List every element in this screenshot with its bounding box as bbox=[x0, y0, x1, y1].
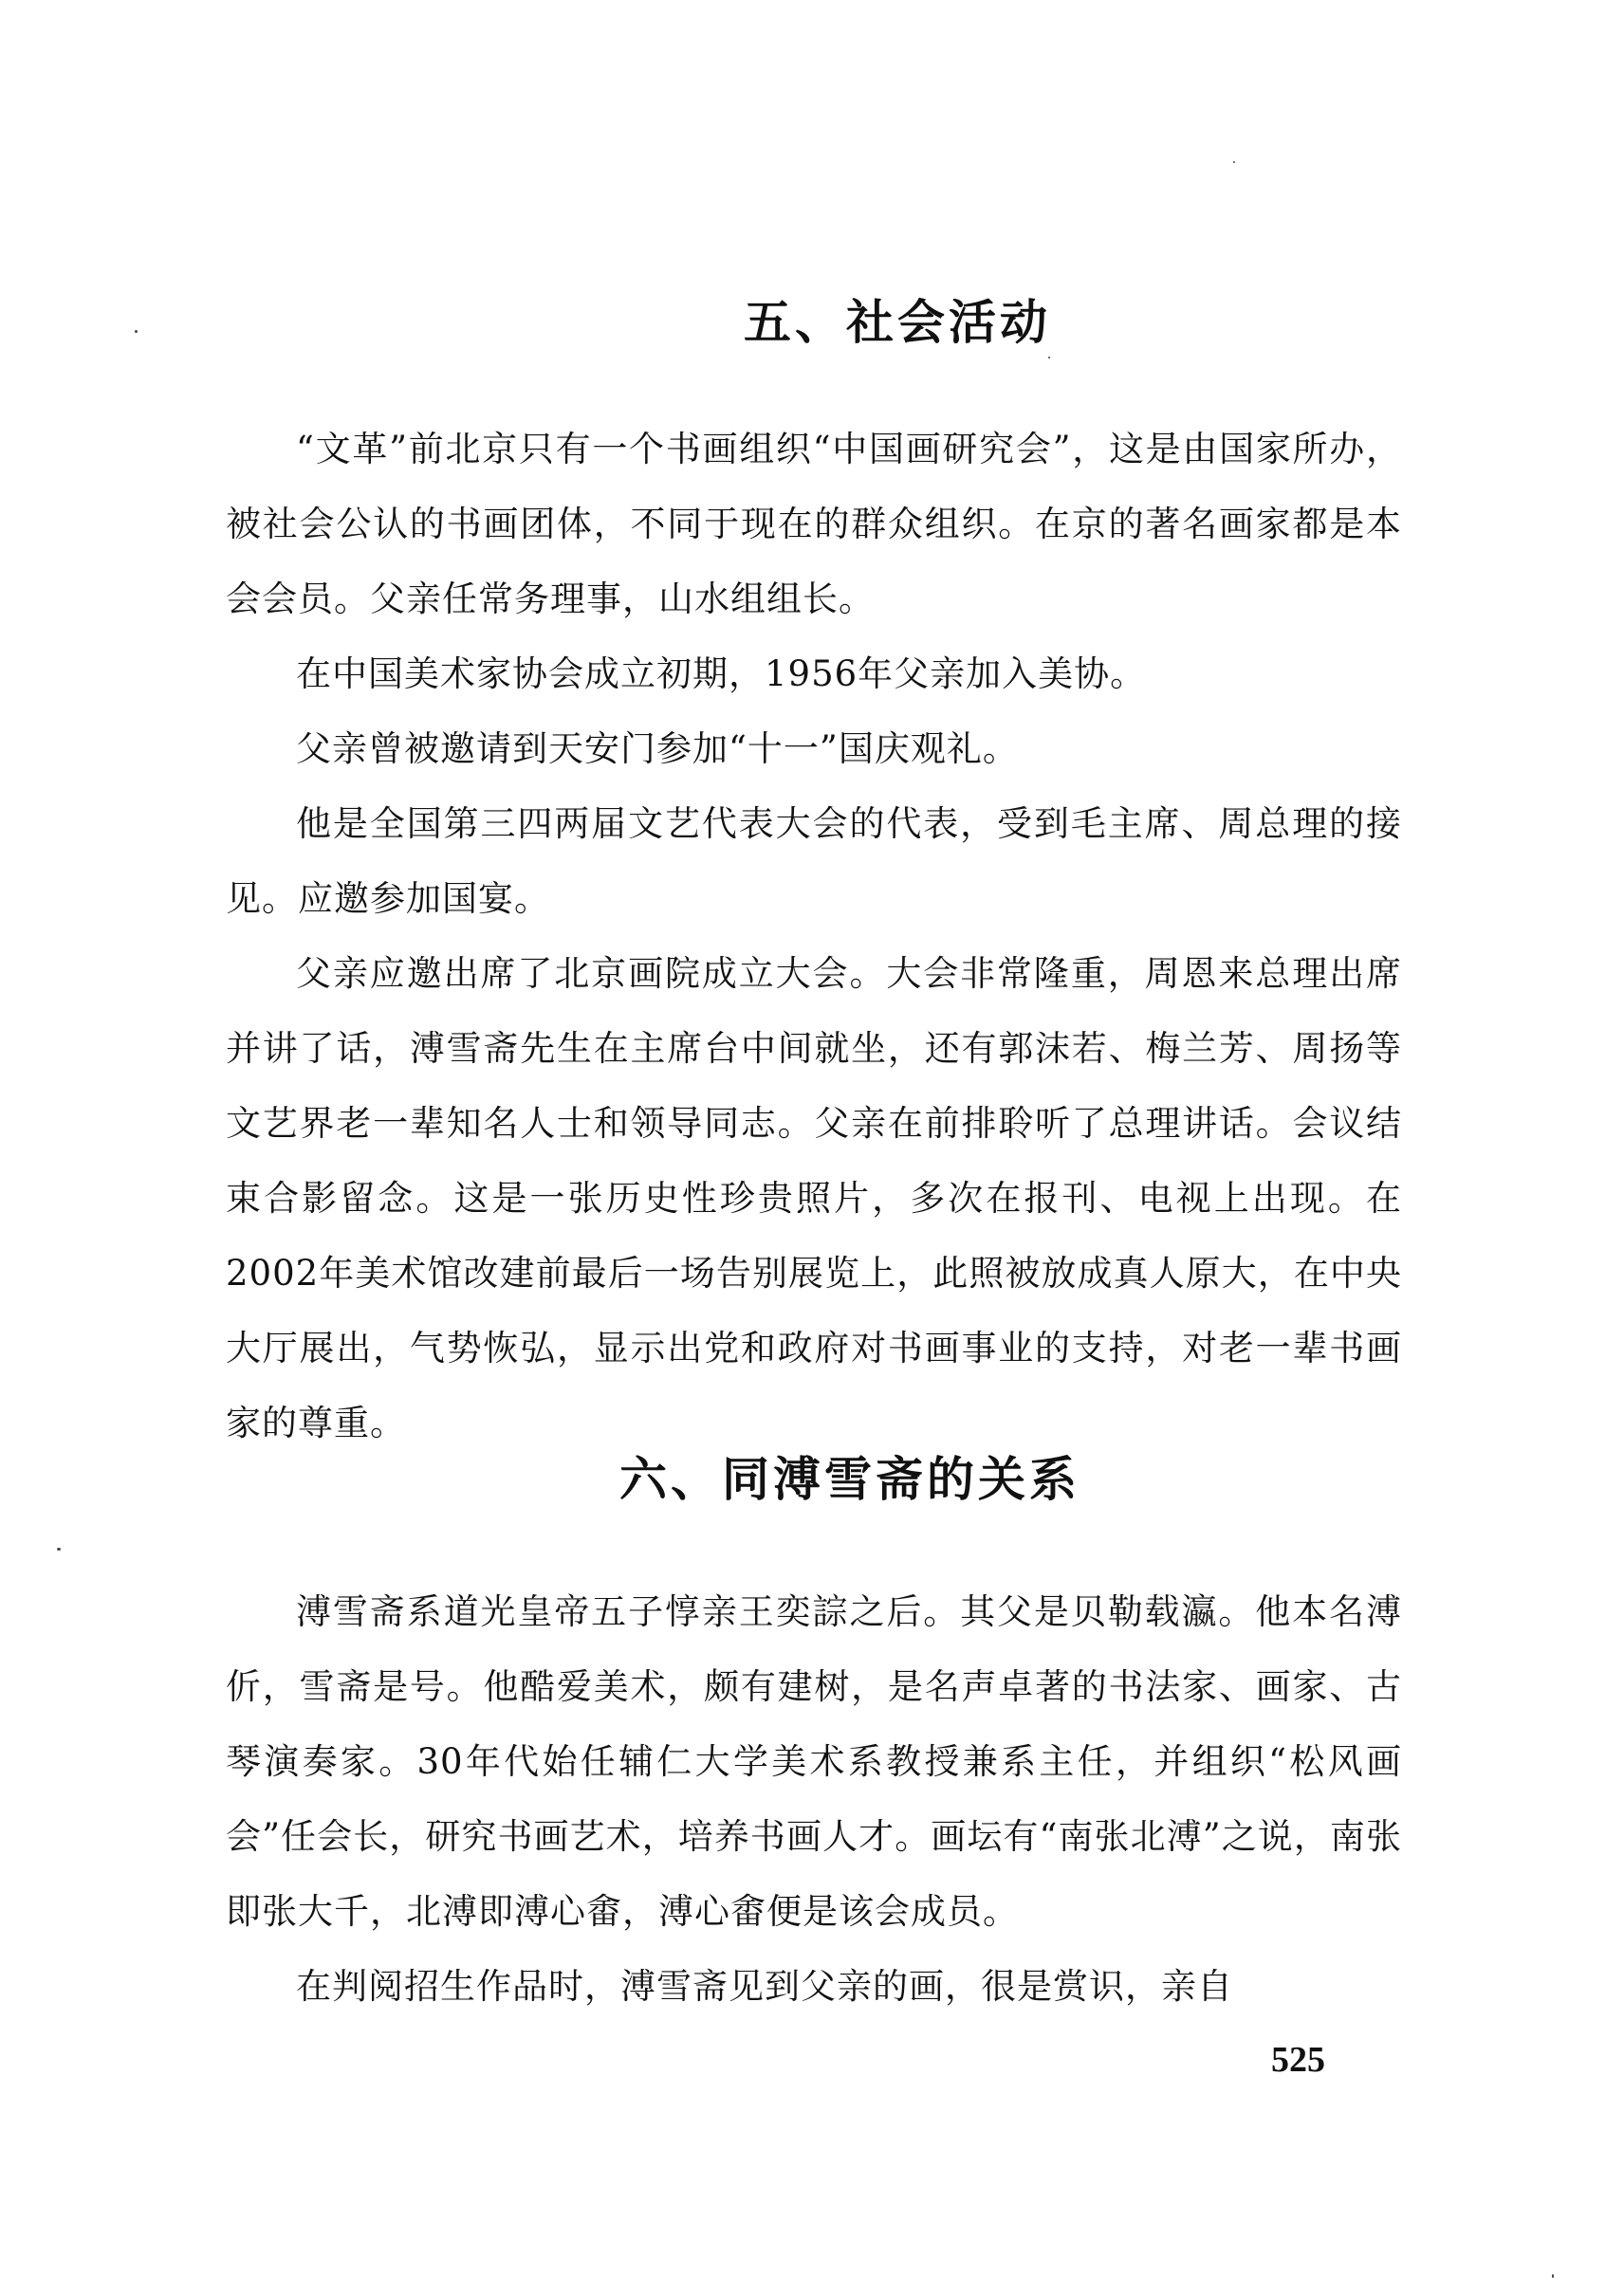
section-heading-social-activities: 五、社会活动 bbox=[744, 295, 1051, 350]
section-body-relationship-pu-xuezhai bbox=[226, 1574, 1402, 2024]
scan-speck bbox=[57, 1548, 61, 1551]
paragraph: 父亲应邀出席了北京画院成立大会。大会非常隆重，周恩来总理出席并讲了话，溥雪斋先生在主席台中间就坐，还有郭沫若、梅兰芳、周扬等文艺界老一辈知名人士和领导同志。父亲在前排聆听了总理讲话。会议结束合影留念。这是一张历史性珍贵照片，多次在报刊、电视上出现。在2002年美术馆改建前最后一场告别展览上，此照被放成真人原大，在中央大厅展出，气势恢弘，显示出党和政府对书画事业的支持，对老一辈书画家的尊重。 bbox=[226, 953, 1402, 1443]
paragraph: “文革”前北京只有一个书画组织“中国画研究会”，这是由国家所办，被社会公认的书画团体，不同于现在的群众组织。在京的著名画家都是本会会员。父亲任常务理事，山水组组长。 bbox=[226, 429, 1402, 619]
paragraph: 他是全国第三四两届文艺代表大会的代表，受到毛主席、周总理的接见。应邀参加国宴。 bbox=[226, 803, 1402, 919]
paragraph: 父亲曾被邀请到天安门参加“十一”国庆观礼。 bbox=[296, 728, 1019, 769]
scan-speck bbox=[1048, 357, 1050, 358]
paragraph: 在中国美术家协会成立初期，1956年父亲加入美协。 bbox=[296, 653, 1147, 694]
scan-speck bbox=[135, 330, 138, 333]
scan-speck bbox=[1233, 161, 1235, 163]
paragraph: 在判阅招生作品时，溥雪斋见到父亲的画，很是赏识，亲自 bbox=[296, 1966, 1233, 2007]
page-number: 525 bbox=[1271, 2040, 1325, 2080]
section-body-social-activities bbox=[226, 412, 1402, 1460]
paragraph: 溥雪斋系道光皇帝五子惇亲王奕誴之后。其父是贝勒载瀛。他本名溥伒，雪斋是号。他酷爱美术，颇有建树，是名声卓著的书法家、画家、古琴演奏家。30年代始任辅仁大学美术系教授兼系主任，并组织“松风画会”任会长，研究书画艺术，培养书画人才。画坛有“南张北溥”之说，南张即张大千，北溥即溥心畬，溥心畬便是该会成员。 bbox=[226, 1591, 1402, 1932]
section-heading-relationship-pu-xuezhai: 六、同溥雪斋的关系 bbox=[619, 1452, 1080, 1507]
scan-speck bbox=[1552, 2274, 1554, 2278]
